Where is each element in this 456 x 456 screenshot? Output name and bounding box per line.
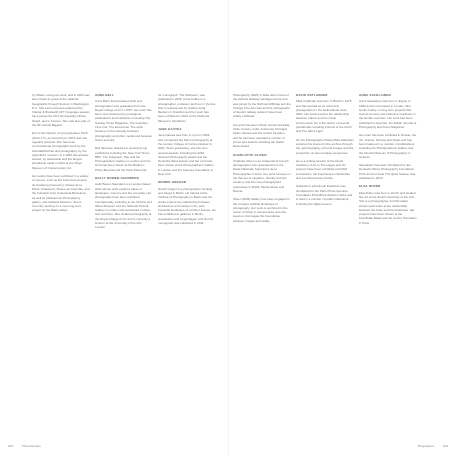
text-column-4 [233, 93, 291, 227]
bio-paragraph: Mika Ostlander was born in Brazil in 1978 and has worked as an artist and photographer in the Netherlands since 2002. His works explore the relationship between nature and the urban environment. He is the author of several photobooks including Forests of the North and The Silent Light. [296, 99, 352, 134]
bio-heading: CHARLOTTE OLIVER [233, 152, 267, 157]
left-folio: 222 [8, 444, 14, 448]
bio-paragraph: His work has been shown across Australia, Chile, France, India, Indonesia, Portugal, Spain, Russia and the United Kingdom, and he has been awarded a number of prizes and awards including the Steidl Book Award. [233, 122, 291, 149]
bio-paragraph: Oliver (2009) Gallery has been engaged in the complex political landscape of photography. Her work is anchored in the notion of fiction in documentary and she seeks to interrogate the boundaries between images and reality. [233, 197, 290, 223]
bio-heading: HENRIK GREGOR [158, 180, 187, 185]
bio-paragraph: On the Photographic Plates Mika Ostlander explores his interest in the archive through the rephotography of found images and the production of new narrative sequences. [296, 137, 354, 155]
text-column-3 [158, 93, 216, 229]
left-running-head: Photoclimates [21, 444, 41, 448]
right-page-footer [418, 444, 448, 448]
bio-paragraph: Her works have been exhibited in a variety of venues, such as the Kunst Documenta de Goteborg (Germany), Musée de la Photo (Charleroi), Musée de Grenoble, and the Fundacio Foto Colectania Barcelona, as well as Lillehammer Photography gallery, and Oakland Museum. She is currently working on a new long-term project on the Baltic states. [32, 174, 90, 213]
bio-paragraph: Charlotte Oliver is an independent French photographer who graduated from the Ecole Nationale Supérieure de la Photographie in Arles. Her work focuses on the themes of migration, identity and the uncanny and she has photographed extensively in Brazil, Mozambique and Bosnia. [233, 158, 291, 193]
bio-heading: JANE GAUTEA [158, 127, 182, 132]
bio-heading: HOLLY BOWER-SAUNDERS [95, 176, 140, 181]
bio-paragraph: He is a visiting lecturer at the Royal Academy of Art in The Hague and his projects have been exhibited at FOAM Amsterdam, the Fotomuseum Winterthur and Les Rencontres d'Arles. [296, 158, 351, 181]
text-column-1 [32, 93, 90, 217]
bio-paragraph: Holly Bower-Saunders is a London-based artist whose work explores ideas of landscape, memory and the everyday. Her photographs have been exhibited internationally, including at the Victoria and Albert Museum and the National Portrait Gallery in London and at festivals in Arles and Lianzhou. She studied photography at the Royal College of Art and is currently a lecturer at the University of the Arts London. [95, 182, 152, 230]
bio-paragraph: Anna Bell's Dorset-based artist and photographer who graduated from the Royal College of Art in 1997. Her work has been commissioned by prestigious publications and institutions including The Sunday Times Magazine, The Guardian, Time Out, The Economist. The artist focuses on the interplay between photography and other media and between fiction and fact. [95, 99, 153, 142]
bio-paragraph: Her work has been exhibited in Russia, the UK, France, Norway and Spain and has been featured in a number of publications including the Photographers' Gallery and the Finnish Museum of Photography in Helsinki. [359, 133, 417, 159]
bio-paragraph: Elsa Ruder was born in Zurich and studied fine art at the Zurich University of the Arts. She is a photographer and filmmaker whose work looks at the relationship between the body and the landscape. Her projects have been shown at the Kunsthalle Basel and the Centre Pompidou in Paris. [359, 190, 417, 225]
bio-heading: ANNA SAVOLAINEN [359, 93, 391, 97]
bio-paragraph: Savolainen has been shortlisted for the Deutsche Börse Photography Foundation Prize and her book The Quiet Season was published in 2015. [359, 163, 416, 181]
bio-paragraph: Henrik Gregor is a photographer working and based in Berlin. He trained at the Institute of Photography in Berlin and his works explore the relationship between architecture and society in the post-industrial landscape of northern Europe. He has exhibited at galleries in Berlin, Amsterdam and Copenhagen and his first monograph was published in 2011. [158, 186, 216, 226]
bio-paragraph: (1) Affairs, using two work, and in 2002 was also invited to guest at the national Geographic through Society in Washington D.C. She Latin received organized the Vrlebar & BioHealth (IFT) language session have joined the third photography Hilmer 3ward, and in Kosovo. She was also part of the 5th Aerials Biggest. [32, 93, 90, 128]
text-column-5 [296, 93, 354, 210]
bio-paragraph: Bell has been featured in several group exhibitions including the New York Times, BBC, The Telegraph, Tate and the Photographers' Gallery in London and her work has been shown at the Brighton Photo Biennial and the Paris Photo fair. [95, 146, 151, 172]
bio-paragraph: Jane Gautea was born in Lyon in 1963. She completed her MA in photography at the London College of Communication in 2002. Since graduating, she has won several awards, including the 2004 Jerwood Photography Award and the Deutsche Bank Award, and her work has been shown at the Photographers' Gallery in London and the Aperture Foundation in New York. [158, 133, 214, 177]
right-folio: 223 [442, 444, 448, 448]
bio-paragraph: Photography (RHP) in Elbe was formed of the Ashford Railway Heritage Centre and was joined by the Richmond Bridge and the Vintage Fine Arts Fair and his photographs of derelict railway stations have been widely exhibited. [233, 93, 291, 119]
bio-paragraph: Des is the director of local gazetteer Perth (2014-1 5), an obscuring in 2016 and has regularly lectured. She has been commissioned photographic work by the Zentralbibliothek and photography by the Agriculture museum of a 1992 has already started, by Hardcastle and the largest photobook made in 2012 at the Tokyo Museum of Contemporary Art. [32, 131, 89, 170]
bio-heading: ELSA RUDER [359, 184, 381, 189]
right-running-head: Biographies [418, 444, 435, 448]
page-gutter [228, 0, 229, 456]
left-page-footer [8, 444, 41, 448]
bio-paragraph: for monograph. The Weltraum, was published in 2009. Anna Coffee is a photographer, professor and tour in Vienna. She is represented by Galerie Anita Beckers in Frankfurt and her work has been exhibited in 2001 at the Moderna Museet in Stockholm. [158, 93, 216, 123]
bio-paragraph: Ostlander's photobook Fieldwork was shortlisted for the Paris Photo-Aperture Foundation PhotoBook Award in 2014 and is held in a number of public collections, including the Rijksmuseum. [296, 184, 353, 206]
bio-paragraph: Anna Savolainen was born in Espoo in 1980 and is now based in London. She works mainly on long-term projects that look at memory and collective narratives in the Nordic countries. Her work has been published in Aperture, the British Journal of Photography and Foam Magazine. [359, 99, 417, 130]
bio-heading: ANNA BELL [95, 93, 115, 97]
text-column-6 [359, 93, 417, 229]
text-column-2 [95, 93, 153, 234]
bio-heading: DAVID OSTLANDER [296, 93, 328, 97]
